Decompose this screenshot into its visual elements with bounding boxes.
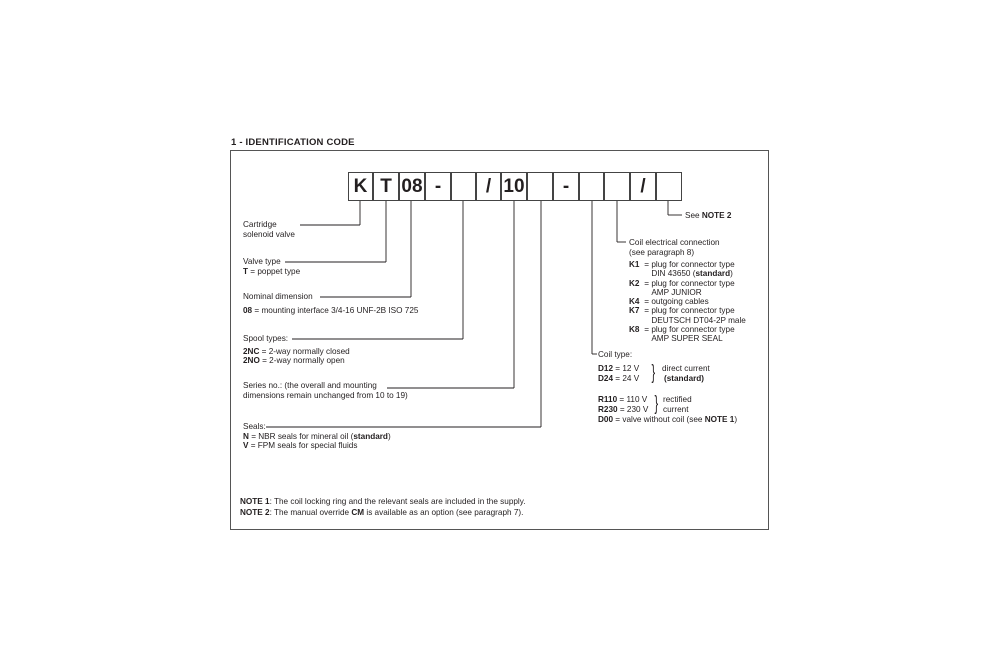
dc-label: direct current (standard) [662,364,710,383]
code-box-series: 10 [501,172,527,201]
code-box-slash-2: / [630,172,656,201]
coil-connection-title: Coil electrical connection (see paragraph 8) [629,238,720,257]
section-heading: 1 - IDENTIFICATION CODE [231,137,355,148]
note-1: NOTE 1: The coil locking ring and the relevant seals are included in the supply. [240,497,526,506]
coil-connection-list [629,260,746,344]
coil-connection-k7: K7 = plug for connector type DEUTSCH DT04-2P male [629,306,746,325]
note-2: NOTE 2: The manual override CM is available as an option (see paragraph 7). [240,508,524,517]
coil-connection-k8: K8 = plug for connector type AMP SUPER SEAL [629,325,735,344]
coil-type-dc: D12 = 12 V D24 = 24 V [598,364,640,383]
coil-type-none: D00 = valve without coil (see NOTE 1) [598,415,738,424]
coil-connection-k2: K2 = plug for connector type AMP JUNIOR [629,278,735,297]
code-box-slash-1: / [476,172,501,201]
cartridge-label: Cartridge solenoid valve [243,220,295,239]
notes-block [240,496,526,518]
note2-reference: See NOTE 2 [685,211,732,220]
coil-connection-k4: K4 = outgoing cables [629,297,709,307]
code-box-size: 08 [399,172,425,201]
code-box-dash-2: - [553,172,579,201]
spool-types-block: Spool types: 2NC = 2-way normally closed 2NO = 2-way normally open [243,334,350,366]
series-block: Series no.: (the overall and mounting dimensions remain unchanged from 10 to 19) [243,381,408,400]
rectified-brace: } [654,393,659,415]
code-box-dash-1: - [425,172,451,201]
coil-type-rectified: R110 = 110 V R230 = 230 V [598,395,649,414]
code-box-t: T [373,172,399,201]
rectified-label: rectified current [663,395,692,414]
valve-type-block: Valve type T = poppet type [243,257,301,276]
dc-brace: } [651,362,656,384]
code-box-k: K [348,172,373,201]
coil-type-title: Coil type: [598,350,633,359]
coil-connection-k1: K1 = plug for connector type DIN 43650 (standard) [629,260,735,279]
nominal-dimension-block: Nominal dimension 08 = mounting interface 3/4-16 UNF-2B ISO 725 [243,292,419,315]
seals-block: Seals: N = NBR seals for mineral oil (standard) V = FPM seals for special fluids [243,422,391,451]
